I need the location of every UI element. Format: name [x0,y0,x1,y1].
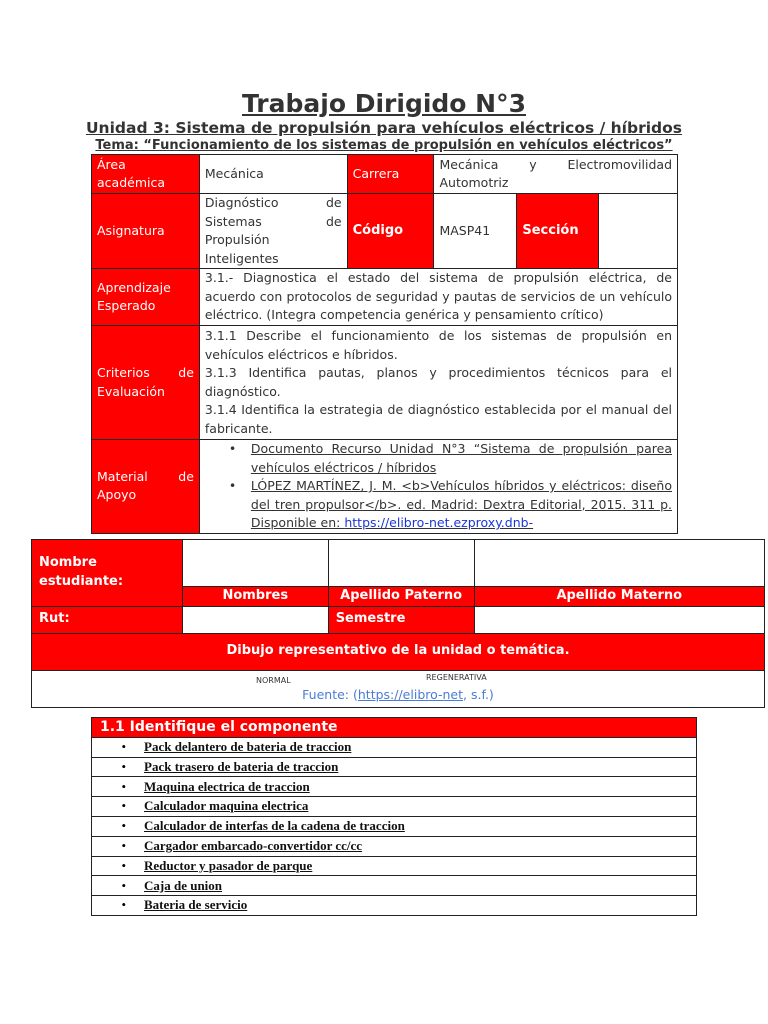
img-label-normal: NORMAL [256,676,291,686]
paterno-header: Apellido Paterno [328,587,474,607]
components-heading: 1.1 Identifique el componente [92,718,697,738]
component-item: • Bateria de servicio [92,896,697,916]
aprendizaje-value: 3.1.- Diagnostica el estado del sistema de propulsión eléctrica, de acuerdo con protocolos de seguridad y pautas de servicios de un vehículo eléctrico. (Integra competencia genérica y pensamiento crítico) [199,269,677,326]
topic-line: Tema: “Funcionamiento de los sistemas de propulsión en vehículos eléctricos” [95,138,673,153]
page-title: Trabajo Dirigido N°3 [242,89,526,118]
codigo-value: MASP41 [434,194,517,269]
asignatura-value: Diagnóstico de Sistemas de Propulsión Inteligentes [199,194,347,269]
nombre-label: Nombre estudiante: [32,540,183,607]
asignatura-label: Asignatura [92,194,200,269]
component-item: • Calculador maquina electrica [92,797,697,817]
aprendizaje-label: Aprendizaje Esperado [92,269,200,326]
fuente-link[interactable]: https://elibro-net [357,687,464,703]
dibujo-header: Dibujo representativo de la unidad o temática. [32,633,765,670]
materno-header: Apellido Materno [474,587,764,607]
carrera-value: Mecánica y Electromovilidad Automotriz [434,155,678,194]
criterio-item: 3.1.3 Identifica pautas, planos y procedimientos técnicos para el diagnóstico. [204,365,672,399]
materno-input[interactable] [474,540,764,587]
elibro-link[interactable]: https://elibro-net.ezproxy.dnb- [344,515,534,530]
rut-input[interactable] [182,606,328,633]
criterios-label: Criterios de Evaluación [92,326,200,440]
fuente-caption: Fuente: (https://elibro-net, s.f.) [302,687,494,703]
criterio-item: 3.1.1 Describe el funcionamiento de los sistemas de propulsión en vehículos eléctricos e híbridos. [204,328,672,362]
criterio-item: 3.1.4 Identifica la estrategia de diagnóstico establecida por el manual del fabricante. [204,402,672,436]
area-label: Área académica [92,155,200,194]
course-info-table [91,154,678,534]
nombres-header: Nombres [182,587,328,607]
semestre-label: Semestre [328,606,474,633]
nombres-input[interactable] [182,540,328,587]
student-table [31,539,765,708]
area-value: Mecánica [199,155,347,194]
dibujo-cell [32,670,765,707]
paterno-input[interactable] [328,540,474,587]
seccion-value[interactable] [599,194,678,269]
unit-subtitle: Unidad 3: Sistema de propulsión para vehículos eléctricos / híbridos [85,119,683,137]
criterios-list [199,326,677,440]
component-item: • Caja de union [92,876,697,896]
codigo-label: Código [347,194,434,269]
material-item[interactable]: • Documento Recurso Unidad N°3 “Sistema de propulsión parea vehículos eléctricos / híbridos [228,441,672,475]
material-label: Material de Apoyo [92,440,200,534]
components-table [91,717,697,916]
component-item: • Pack trasero de bateria de traccion [92,757,697,777]
img-label-regenerativa: REGENERATIVA [426,673,487,683]
component-item: • Reductor y pasador de parque [92,856,697,876]
material-list [199,440,677,534]
component-item: • Cargador embarcado-convertidor cc/cc [92,836,697,856]
seccion-label: Sección [517,194,599,269]
carrera-label: Carrera [347,155,434,194]
component-item: • Pack delantero de bateria de traccion [92,737,697,757]
component-item: • Calculador de interfas de la cadena de traccion [92,816,697,836]
rut-label: Rut: [32,606,183,633]
component-item: • Maquina electrica de traccion [92,777,697,797]
semestre-input[interactable] [474,606,764,633]
material-item[interactable]: • LÓPEZ MARTÍNEZ, J. M. <b>Vehículos híbridos y eléctricos: diseño del tren propulsor</b>. ed. Madrid: Dextra Editorial, 2015. 311 p. Disponible en: https://elibro-net.ezproxy.dnb- [228,478,672,530]
